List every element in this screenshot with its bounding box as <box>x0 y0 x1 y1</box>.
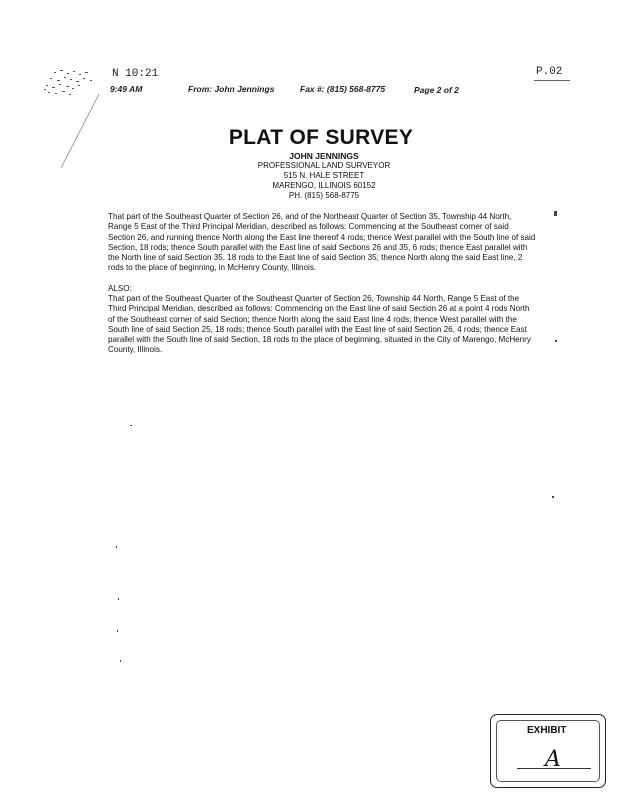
legal-description-1: That part of the Southeast Quarter of Section 26, and of the Northeast Quarter of Section 35, Township 44 North, Range 5 East of the Third Principal Meridian, described as follows: Commencing at the Southeast corner of said Section 26, and running thence North along the East line thereof 4 rods; thence West parallel with the South line of said Section, 18 rods; thence South parallel with the East line of said Sections 26 and 35, 6 rods; thence East parallel with the North line of said Section 35, 18 rods to the East line of said Section 35; thence North along the said East line, 2 rods to the place of beginning, in McHenry County, Illinois. <box>108 212 536 273</box>
address-city: MARENGO, ILLINOIS 60152 <box>272 181 376 190</box>
scan-speck <box>555 340 557 342</box>
also-label: ALSO: <box>108 284 132 293</box>
scan-speck <box>118 598 119 600</box>
scan-speck <box>552 496 554 498</box>
fax-top-time: N 10:21 <box>112 68 159 80</box>
header-rule <box>534 80 570 81</box>
scan-speck <box>116 546 117 548</box>
exhibit-label: EXHIBIT <box>527 725 567 736</box>
document-title: PLAT OF SURVEY <box>228 126 414 149</box>
scan-speck <box>130 425 132 426</box>
fax-page-count: Page 2 of 2 <box>414 85 459 95</box>
exhibit-letter: A <box>545 747 561 772</box>
fax-number: Fax #: (815) 568-8775 <box>300 84 386 94</box>
surveyor-name: JOHN JENNINGS <box>289 151 359 161</box>
legal-description-2: That part of the Southeast Quarter of the Southeast Quarter of Section 26, Township 44 North, Range 5 East of the Third Principal Meridian, described as follows: Commencing on the East line of said Section 26 at a point 4 rods North of the Southeast corner of said Section; thence North along the said East line 4 rods; thence West parallel with the South line of said Section 25, 18 rods; thence South parallel with the East line of said Section 26, 4 rods; thence East parallel with the South line of said Section, 18 rods to the place of beginning, situated in the City of Marengo, McHenry County, Illinois. <box>108 294 531 355</box>
fax-date-time: 9:49 AM <box>110 84 143 94</box>
fax-from: From: John Jennings <box>188 84 275 94</box>
address-street: 515 N. HALE STREET <box>283 171 365 180</box>
phone-number: PH. (815) 568-8775 <box>288 191 360 200</box>
fax-page-code: P.02 <box>536 66 563 78</box>
scan-speck <box>117 630 118 632</box>
exhibit-sticker <box>490 714 606 788</box>
scan-speck <box>120 660 121 662</box>
exhibit-signature-line <box>517 768 591 769</box>
surveyor-title: PROFESSIONAL LAND SURVEYOR <box>257 161 391 170</box>
scan-speck <box>554 211 557 216</box>
exhibit-border <box>496 720 600 782</box>
